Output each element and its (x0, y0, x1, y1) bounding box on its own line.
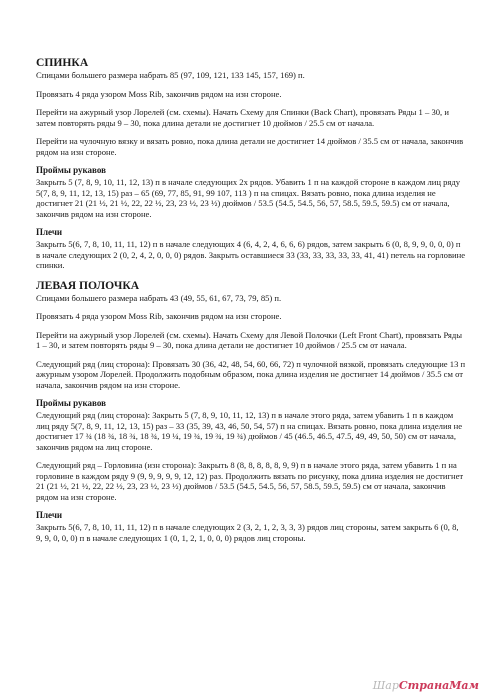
left-front-paragraph: Перейти на ажурный узор Лорелей (см. схемы). Начать Схему для Левой Полочки (Left Front Chart), провязать Ряды 1 – 30, и затем повторять ряды 9 – 30, пока длина детали не достигнет 10 дюймов / 25.5 см от начала. (36, 329, 463, 350)
left-front-heading: ЛЕВАЯ ПОЛОЧКА (36, 278, 140, 292)
back-armholes-text: Закрыть 5 (7, 8, 9, 10, 11, 12, 13) п в начале следующих 2х рядов. Убавить 1 п на каждой стороне в каждом лиц ряду 5(7, 8, 9, 11, 12, 13, 15) раз – 65 (69, 77, 85, 91, 99 107, 113 ) п на спицах. Вязать ровно, пока длина изделия не достигнет 21 (21 ½, 21 ½, 22, 22 ½, 23, 23 ½, 23 ½) дюймов / 53.5 (54.5, 54.5, 56, 57, 58.5, 59.5, 59.5) см от начала, закончив рядом на изн стороне. (36, 177, 461, 219)
back-paragraph: Перейти на чулочную вязку и вязать ровно, пока длина детали не достигнет 14 дюймов / 35.5 см от начала, закончив рядом на изн стороне. (36, 136, 464, 157)
watermark-prefix: Шар (372, 679, 399, 692)
left-front-paragraph: Провязать 4 ряда узором Moss Rib, закончив рядом на изн стороне. (36, 311, 282, 321)
left-front-paragraph: Спицами большего размера набрать 43 (49, 55, 61, 67, 73, 79, 85) п. (36, 292, 282, 303)
back-shoulders-heading: Плечи (36, 227, 63, 237)
back-heading: СПИНКА (36, 56, 89, 69)
back-paragraph: Провязать 4 ряда узором Moss Rib, закончив рядом на изн стороне. (36, 88, 282, 99)
left-front-armholes-text: Следующий ряд (лиц сторона): Закрыть 5 (7, 8, 9, 10, 11, 12, 13) п в начале этого ряда, затем убавить 1 п в каждом лиц ряду 5(7, 8, 9, 11, 12, 13, 15) раз – 33 (35, 39, 43, 46, 50, 54, 57) п на спицах. Вязать ровно, пока длина изделия не достигнет 17 ¾ (18 ¾, 18 ¾, 18 ¾, 19 ¼, 19 ¾, 19 ¾, 19 ¾) дюймов / 45 (46.5, 46.5, 47.5, 49, 49, 50, 50) см от начала, закончив рядом на лиц стороне. (36, 410, 463, 452)
back-paragraph: Спицами большего размера набрать 85 (97, 109, 121, 133 145, 157, 169) п. (36, 70, 305, 80)
left-front-armholes-heading: Проймы рукавов (36, 398, 106, 408)
document-content (36, 56, 466, 551)
back-paragraph: Перейти на ажурный узор Лорелей (см. схемы). Начать Схему для Спинки (Back Chart), провязать Ряды 1 – 30, и затем повторять ряды 9 – 30, пока длина детали не достигнет 10 дюймов / 25.5 см от начала. (36, 107, 449, 128)
watermark-brand: СтранаМам (398, 679, 479, 692)
back-shoulders-text: Закрыть 5(6, 7, 8, 10, 11, 11, 12) п в начале следующих 4 (6, 4, 2, 4, 6, 6, 6) рядов, затем закрыть 6 (0, 8, 9, 9, 0, 0, 0) п в начале следующих 2 (0, 2, 4, 2, 0, 0, 0) рядов. Закрыть оставшиеся 33 (33, 33, 33, 33, 33, 41, 41) петель на горловине спинки. (36, 239, 466, 270)
left-front-shoulders-text: Закрыть 5(6, 7, 8, 10, 11, 11, 12) п в начале следующих 2 (3, 2, 1, 2, 3, 3, 3) рядов лиц стороны, затем закрыть 6 (0, 8, 9, 9, 0, 0, 0) п в начале следующих 1 (0, 1, 2, 1, 0, 0, 0) рядов лиц стороны. (36, 522, 459, 543)
left-front-neck-text: Следующий ряд – Горловина (изн сторона): Закрыть 8 (8, 8, 8, 8, 8, 9, 9) п в начале этого ряда, затем убавить 1 п на горловине в каждом ряду 9 (9, 9, 9, 9, 9, 12, 12) раз. Продолжить вязать по рисунку, пока длина изделия не достигнет 21 (21 ½, 21 ½, 22, 22 ½, 23, 23 ½, 23 ½) дюймов / 53.5 (54.5, 54.5, 56, 57, 58.5, 59.5, 59.5) см от начала, закончив рядом на изн стороне. (36, 460, 464, 502)
left-front-paragraph: Следующий ряд (лиц сторона): Провязать 30 (36, 42, 48, 54, 60, 66, 72) п чулочной вязкой, провязать следующие 13 п ажурным узором Лорелей. Продолжить подобным образом, пока длина изделия не достигнет 14 дюймов / 35.5 см от начала, закончив рядом на изн стороне. (36, 358, 466, 390)
back-armholes-heading: Проймы рукавов (36, 165, 106, 175)
left-front-shoulders-heading: Плечи (36, 510, 63, 520)
watermark (373, 679, 479, 692)
